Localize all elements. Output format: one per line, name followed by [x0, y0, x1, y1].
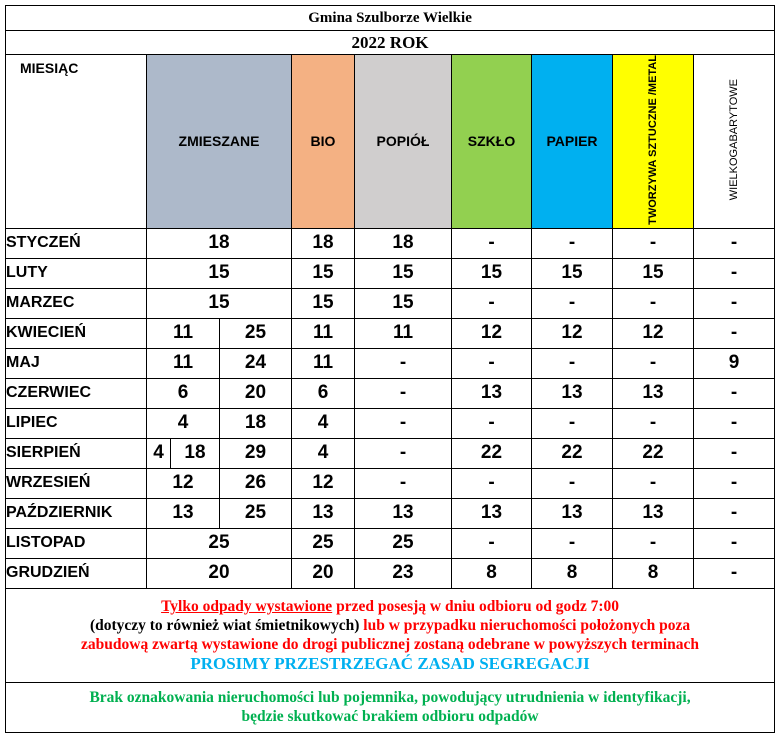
zmieszane-date: 20 — [220, 378, 292, 408]
warning-block — [6, 682, 775, 732]
zmieszane-date: 25 — [220, 498, 292, 528]
header-tworzywa-label: TWORZYWA SZTUCZNE /METAL — [647, 55, 659, 225]
szklo-date: 22 — [452, 438, 532, 468]
month-name: MAJ — [6, 348, 147, 378]
wielko-date: - — [694, 288, 775, 318]
tworzywa-date: - — [613, 408, 694, 438]
zmieszane-date: 26 — [220, 468, 292, 498]
bio-date: 13 — [292, 498, 355, 528]
tworzywa-date: - — [613, 528, 694, 558]
bio-date: 11 — [292, 348, 355, 378]
zmieszane-date: 25 — [147, 528, 292, 558]
month-name: STYCZEŃ — [6, 228, 147, 258]
wielko-date: - — [694, 468, 775, 498]
tworzywa-date: - — [613, 288, 694, 318]
zmieszane-date: 20 — [147, 558, 292, 588]
month-row — [6, 438, 775, 468]
header-popiol: POPIÓŁ — [355, 55, 452, 229]
popiol-date: 18 — [355, 228, 452, 258]
zmieszane-date: 11 — [147, 318, 220, 348]
tworzywa-date: 15 — [613, 258, 694, 288]
wielko-date: - — [694, 498, 775, 528]
tworzywa-date: 13 — [613, 498, 694, 528]
bio-date: 4 — [292, 408, 355, 438]
zmieszane-date: 18 — [171, 438, 220, 468]
header-wielkogabarytowe-label: WIELKOGABARYTOWE — [728, 79, 741, 201]
tworzywa-date: - — [613, 468, 694, 498]
month-row — [6, 498, 775, 528]
note-highlight: Tylko odpady wystawione — [161, 598, 333, 616]
papier-date: - — [532, 228, 613, 258]
szklo-date: - — [452, 468, 532, 498]
zmieszane-date: 6 — [147, 378, 220, 408]
wielko-date: - — [694, 528, 775, 558]
month-name: GRUDZIEŃ — [6, 558, 147, 588]
szklo-date: 12 — [452, 318, 532, 348]
month-name: PAŹDZIERNIK — [6, 498, 147, 528]
header-szklo: SZKŁO — [452, 55, 532, 229]
popiol-date: 25 — [355, 528, 452, 558]
month-name: MARZEC — [6, 288, 147, 318]
wielko-date: 9 — [694, 348, 775, 378]
tworzywa-date: 12 — [613, 318, 694, 348]
month-name: LISTOPAD — [6, 528, 147, 558]
zmieszane-date: 25 — [220, 318, 292, 348]
header-wielkogabarytowe — [694, 55, 775, 229]
month-row — [6, 558, 775, 588]
szklo-date: - — [452, 228, 532, 258]
note-line2-red: lub w przypadku nieruchomości położonych poza — [359, 617, 691, 635]
wielko-date: - — [694, 438, 775, 468]
bio-date: 25 — [292, 528, 355, 558]
bio-date: 15 — [292, 288, 355, 318]
zmieszane-date: 15 — [147, 258, 292, 288]
bio-date: 4 — [292, 438, 355, 468]
warning-line2: będzie skutkować brakiem odbioru odpadów — [241, 708, 539, 726]
popiol-date: 15 — [355, 288, 452, 318]
warning-line1: Brak oznakowania nieruchomości lub pojemnika, powodujący utrudnienia w identyfikacji, — [89, 689, 691, 707]
popiol-date: 15 — [355, 258, 452, 288]
popiol-date: - — [355, 348, 452, 378]
month-name: CZERWIEC — [6, 378, 147, 408]
szklo-date: - — [452, 528, 532, 558]
zmieszane-date: 13 — [147, 498, 220, 528]
papier-date: - — [532, 408, 613, 438]
month-name: SIERPIEŃ — [6, 438, 147, 468]
zmieszane-date: 11 — [147, 348, 220, 378]
popiol-date: - — [355, 408, 452, 438]
wielko-date: - — [694, 318, 775, 348]
month-row — [6, 288, 775, 318]
papier-date: 22 — [532, 438, 613, 468]
zmieszane-date: 12 — [147, 468, 220, 498]
bio-date: 6 — [292, 378, 355, 408]
szklo-date: 8 — [452, 558, 532, 588]
papier-date: - — [532, 468, 613, 498]
year-title: 2022 ROK — [6, 31, 775, 55]
bio-date: 11 — [292, 318, 355, 348]
szklo-date: 15 — [452, 258, 532, 288]
month-name: WRZESIEŃ — [6, 468, 147, 498]
note-segregation: PROSIMY PRZESTRZEGAĆ ZASAD SEGREGACJI — [190, 654, 590, 674]
popiol-date: - — [355, 378, 452, 408]
header-zmieszane: ZMIESZANE — [147, 55, 292, 229]
month-row — [6, 408, 775, 438]
papier-date: 8 — [532, 558, 613, 588]
bio-date: 18 — [292, 228, 355, 258]
month-row — [6, 468, 775, 498]
wielko-date: - — [694, 228, 775, 258]
zmieszane-date: 4 — [147, 408, 220, 438]
zmieszane-date: 29 — [220, 438, 292, 468]
zmieszane-date: 18 — [147, 228, 292, 258]
papier-date: - — [532, 288, 613, 318]
szklo-date: 13 — [452, 498, 532, 528]
municipality-title: Gmina Szulborze Wielkie — [6, 6, 775, 31]
bio-date: 15 — [292, 258, 355, 288]
tworzywa-date: 13 — [613, 378, 694, 408]
bio-date: 20 — [292, 558, 355, 588]
szklo-date: - — [452, 348, 532, 378]
header-month: MIESIĄC — [6, 55, 147, 229]
note-line3: zabudową zwartą wystawione do drogi publicznej zostaną odebrane w powyższych terminach — [81, 636, 700, 654]
header-tworzywa — [613, 55, 694, 229]
zmieszane-date: 24 — [220, 348, 292, 378]
tworzywa-date: - — [613, 228, 694, 258]
note-line1-rest: przed posesją w dniu odbioru od godz 7:00 — [332, 598, 619, 616]
szklo-date: - — [452, 408, 532, 438]
month-row — [6, 228, 775, 258]
month-name: LUTY — [6, 258, 147, 288]
popiol-date: 23 — [355, 558, 452, 588]
month-row — [6, 258, 775, 288]
wielko-date: - — [694, 558, 775, 588]
popiol-date: 13 — [355, 498, 452, 528]
tworzywa-date: 8 — [613, 558, 694, 588]
papier-date: 12 — [532, 318, 613, 348]
tworzywa-date: 22 — [613, 438, 694, 468]
zmieszane-date: 15 — [147, 288, 292, 318]
popiol-date: - — [355, 438, 452, 468]
papier-date: 15 — [532, 258, 613, 288]
month-row — [6, 318, 775, 348]
month-row — [6, 348, 775, 378]
papier-date: - — [532, 348, 613, 378]
szklo-date: 13 — [452, 378, 532, 408]
papier-date: 13 — [532, 378, 613, 408]
month-name: KWIECIEŃ — [6, 318, 147, 348]
zmieszane-date: 4 — [147, 438, 171, 468]
papier-date: - — [532, 528, 613, 558]
note-line2-black: (dotyczy to również wiat śmietnikowych) — [89, 617, 360, 635]
tworzywa-date: - — [613, 348, 694, 378]
month-row — [6, 378, 775, 408]
month-row — [6, 528, 775, 558]
popiol-date: - — [355, 468, 452, 498]
month-name: LIPIEC — [6, 408, 147, 438]
zmieszane-date: 18 — [220, 408, 292, 438]
header-bio: BIO — [292, 55, 355, 229]
szklo-date: - — [452, 288, 532, 318]
schedule-table — [5, 5, 775, 733]
wielko-date: - — [694, 258, 775, 288]
header-papier: PAPIER — [532, 55, 613, 229]
wielko-date: - — [694, 408, 775, 438]
papier-date: 13 — [532, 498, 613, 528]
popiol-date: 11 — [355, 318, 452, 348]
wielko-date: - — [694, 378, 775, 408]
bio-date: 12 — [292, 468, 355, 498]
notes-block — [6, 588, 775, 682]
